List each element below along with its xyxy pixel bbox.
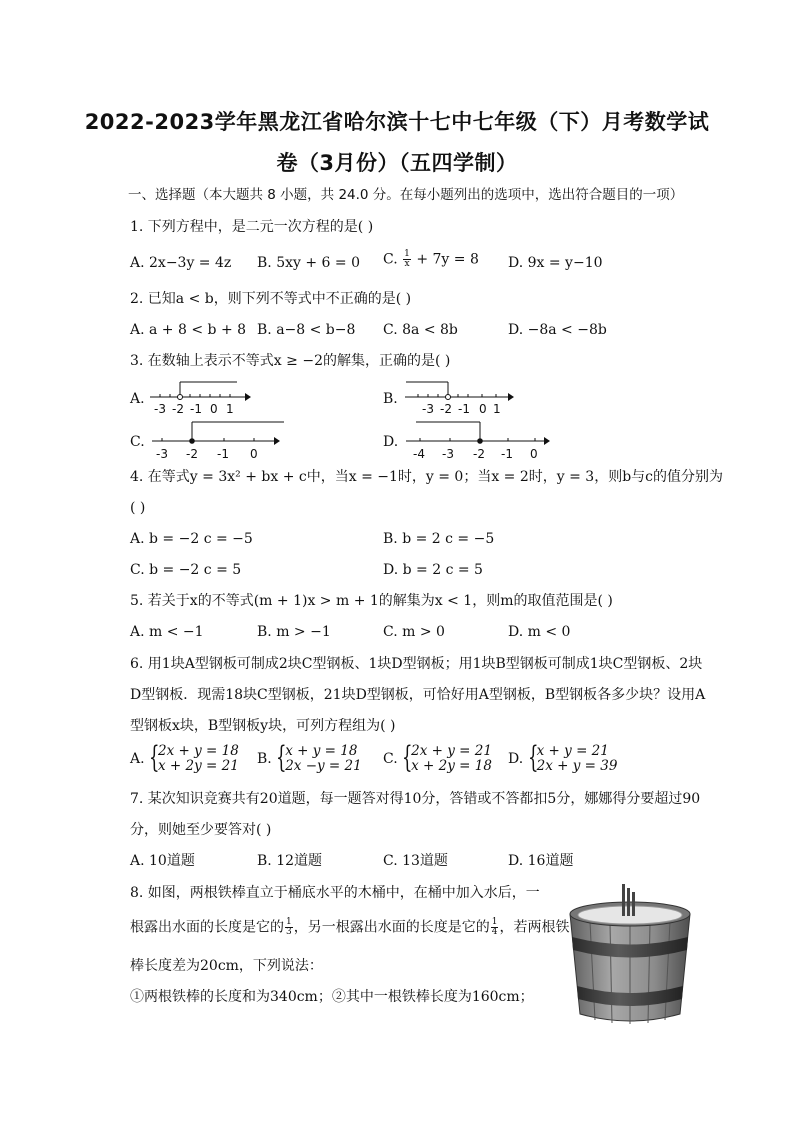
tick-label: -2 <box>440 402 452 416</box>
tick-label: -1 <box>501 447 513 461</box>
q2-option-b: B. a−8 < b−8 <box>257 322 356 338</box>
q6-line3: 型钢板x块，B型钢板y块，可列方程组为( ) <box>130 718 396 734</box>
q6-option-b <box>257 740 362 775</box>
equation: 2x + y = 21 <box>411 743 492 759</box>
q3-option-a-numberline <box>145 378 255 416</box>
q6-option-d <box>508 740 618 775</box>
q8-fraction-one-third <box>285 918 293 937</box>
q6-option-c-label: C. <box>383 751 398 767</box>
tick-label: -3 <box>422 402 434 416</box>
exam-title-line2: 卷（3月份）（五四学制） <box>276 151 518 175</box>
q1-option-a: A. 2x−3y = 4z <box>130 255 232 271</box>
tick-label: -3 <box>442 447 454 461</box>
frac-den: 3 <box>286 927 292 937</box>
q1-option-c <box>383 250 479 269</box>
axis-arrow <box>245 393 251 401</box>
q1-option-c-fraction <box>403 250 411 269</box>
q5-option-d: D. m < 0 <box>508 624 571 640</box>
q8-line4: ①两根铁棒的长度和为340cm；②其中一根铁棒长度为160cm； <box>130 989 534 1005</box>
q6-option-c <box>383 740 492 775</box>
tick-label: -1 <box>190 402 202 416</box>
tick-label: 0 <box>250 447 258 461</box>
q7-line1: 7. 某次知识竞赛共有20道题，每一题答对得10分，答错或不答都扣5分，娜娜得分要超过90 <box>130 791 701 807</box>
q7-line2: 分，则她至少要答对( ) <box>130 822 272 838</box>
equation: x + 2y = 18 <box>411 758 492 774</box>
q8-line2 <box>130 918 569 937</box>
q1-option-b: B. 5xy + 6 = 0 <box>257 255 360 271</box>
q6-option-c-system: { 2x + y = 21 x + 2y = 18 <box>402 740 492 775</box>
q3-option-b-label: B. <box>383 391 398 407</box>
tick-label: -2 <box>186 447 198 461</box>
tick-label: -2 <box>172 402 184 416</box>
tick-label: 0 <box>479 402 487 416</box>
q5-option-c: C. m > 0 <box>383 624 445 640</box>
q3-option-d-numberline <box>402 418 557 462</box>
q3-option-d-label: D. <box>383 434 399 450</box>
q4-option-a: A. b = −2 c = −5 <box>130 531 253 547</box>
q7-option-a: A. 10道题 <box>130 853 195 869</box>
q4-option-d: D. b = 2 c = 5 <box>383 562 483 578</box>
q4-option-c: C. b = −2 c = 5 <box>130 562 242 578</box>
q8-line2-part-c: ，若两根铁 <box>499 919 570 936</box>
frac-num: 1 <box>491 917 498 927</box>
frac-num: 1 <box>286 917 292 927</box>
q1-option-d: D. 9x = y−10 <box>508 255 603 271</box>
axis-arrow <box>544 437 550 445</box>
exam-title-line1: 2022-2023学年黑龙江省哈尔滨十七中七年级（下）月考数学试 <box>84 110 710 134</box>
section-heading: 一、选择题（本大题共 8 小题，共 24.0 分。在每小题列出的选项中，选出符合题目的一项） <box>128 187 684 203</box>
q4-stem: 4. 在等式y = 3x² + bx + c中，当x = −1时，y = 0；当x = 2时，y = 3，则b与c的值分别为 <box>130 469 724 485</box>
q7-option-d: D. 16道题 <box>508 853 574 869</box>
closed-point <box>189 438 195 444</box>
q2-option-a: A. a + 8 < b + 8 <box>130 322 247 338</box>
q6-option-d-label: D. <box>508 751 524 767</box>
q6-option-d-system: { x + y = 21 2x + y = 39 <box>527 740 618 775</box>
q5-option-a: A. m < −1 <box>130 624 204 640</box>
q1-frac-den: x <box>404 259 410 269</box>
q8-line2-part-a: 根露出水面的长度是它的 <box>130 919 284 936</box>
equation: 2x −y = 21 <box>285 758 362 774</box>
q1-frac-num: 1 <box>404 249 410 259</box>
equation: 2x + y = 18 <box>158 743 239 759</box>
tick-label: 1 <box>226 402 234 416</box>
open-point <box>178 395 183 400</box>
axis-arrow <box>274 437 280 445</box>
axis-arrow <box>508 393 514 401</box>
q8-line2-part-b: ，另一根露出水面的长度是它的 <box>293 919 490 936</box>
q3-option-b-numberline <box>400 378 520 416</box>
equation: x + y = 21 <box>536 743 609 759</box>
q6-line1: 6. 用1块A型钢板可制成2块C型钢板、1块D型钢板；用1块B型钢板可制成1块C型钢板、2块 <box>130 656 703 672</box>
q1-option-c-label: C. <box>383 251 398 268</box>
q3-option-a-label: A. <box>130 391 145 407</box>
q6-option-b-system: { x + y = 18 2x −y = 21 <box>276 740 362 775</box>
q5-stem: 5. 若关于x的不等式(m + 1)x > m + 1的解集为x < 1，则m的取值范围是( ) <box>130 593 613 609</box>
q3-option-c-label: C. <box>130 434 145 450</box>
tick-label: -2 <box>473 447 485 461</box>
wooden-barrel-illustration <box>560 882 700 1028</box>
q2-option-d: D. −8a < −8b <box>508 322 607 338</box>
q2-stem: 2. 已知a < b，则下列不等式中不正确的是( ) <box>130 291 412 307</box>
tick-label: -3 <box>156 447 168 461</box>
tick-label: 0 <box>210 402 218 416</box>
q6-option-a-system: { 2x + y = 18 x + 2y = 21 <box>149 740 239 775</box>
tick-label: 0 <box>530 447 538 461</box>
tick-label: -4 <box>413 447 425 461</box>
tick-label: -1 <box>217 447 229 461</box>
q4-paren: ( ) <box>130 500 146 516</box>
q5-option-b: B. m > −1 <box>257 624 331 640</box>
q7-option-c: C. 13道题 <box>383 853 448 869</box>
q6-line2: D型钢板．现需18块C型钢板，21块D型钢板，可恰好用A型钢板，B型钢板各多少块？设用A <box>130 687 706 703</box>
tick-label: 1 <box>493 402 501 416</box>
frac-den: 4 <box>491 927 498 937</box>
q1-stem: 1. 下列方程中，是二元一次方程的是( ) <box>130 219 374 235</box>
equation: x + 2y = 21 <box>158 758 239 774</box>
open-point <box>446 395 451 400</box>
q6-option-a-label: A. <box>130 751 145 767</box>
tick-label: -1 <box>458 402 470 416</box>
iron-rods <box>622 884 635 916</box>
q8-line3: 棒长度差为20cm，下列说法： <box>130 958 323 974</box>
q8-fraction-one-quarter <box>491 918 499 937</box>
q1-option-c-rest: + 7y = 8 <box>416 251 479 268</box>
q6-option-b-label: B. <box>257 751 272 767</box>
q7-option-b: B. 12道题 <box>257 853 323 869</box>
q6-option-a <box>130 740 239 775</box>
q8-line1: 8. 如图，两根铁棒直立于桶底水平的木桶中，在桶中加入水后，一 <box>130 885 540 901</box>
q2-option-c: C. 8a < 8b <box>383 322 458 338</box>
closed-point <box>477 438 483 444</box>
q3-option-c-numberline <box>148 418 288 462</box>
q4-option-b: B. b = 2 c = −5 <box>383 531 495 547</box>
equation: x + y = 18 <box>285 743 358 759</box>
equation: 2x + y = 39 <box>536 758 618 774</box>
q3-stem: 3. 在数轴上表示不等式x ≥ −2的解集，正确的是( ) <box>130 353 451 369</box>
tick-label: -3 <box>154 402 166 416</box>
